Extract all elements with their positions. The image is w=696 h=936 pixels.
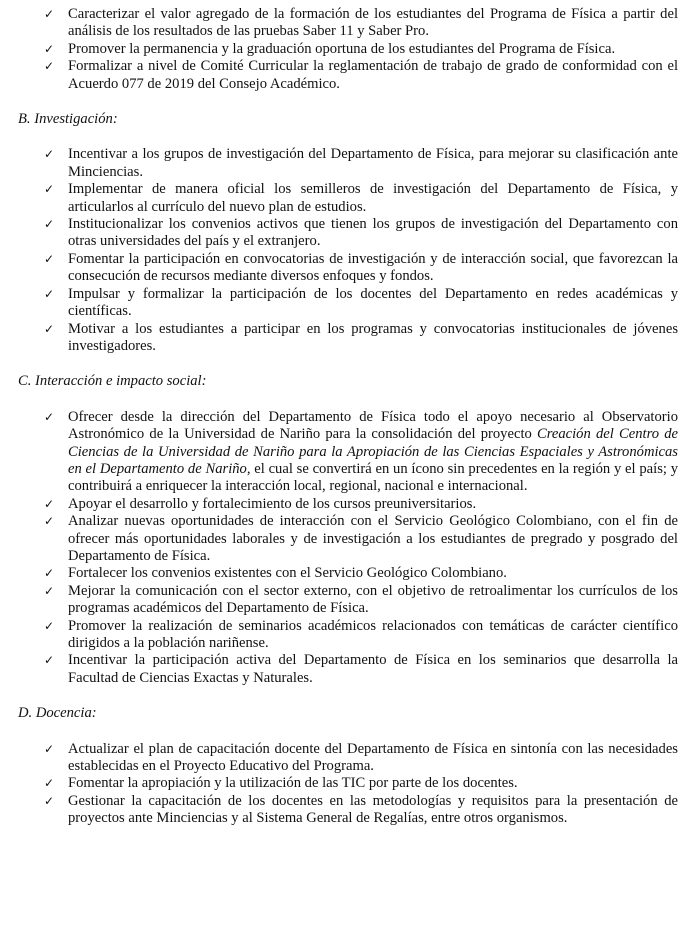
- checkmark-icon: ✓: [44, 182, 55, 197]
- checkmark-icon: ✓: [44, 653, 55, 668]
- list-item: ✓ Implementar de manera oficial los semilleros de investigación del Departamento de Física, y articularlos al currículo del nuevo plan de estudios.: [44, 181, 678, 215]
- list-item: ✓ Incentivar la participación activa del Departamento de Física en los seminarios que desarrolla la Facultad de Ciencias Exactas y Naturales.: [44, 652, 678, 686]
- list-item: ✓ Fomentar la participación en convocatorias de investigación y de interacción social, que favorezcan la consecución de recursos mediante diversos enfoques y fondos.: [44, 250, 678, 285]
- checkmark-icon: ✓: [44, 496, 55, 511]
- checklist-interaccion: [18, 409, 678, 688]
- list-item: ✓ Ofrecer desde la dirección del Departamento de Física todo el apoyo necesario al Observatorio Astronómico de la Universidad de Nariño para la consolidación del proyecto Creación del Centro de Ciencias de la Universidad de Nariño para la Apropiación de las Ciencias Espaciales y Astronómicas en el Departamento de Nariño, el cual se convertirá en un ícono sin precedentes en la región y el país; y contribuirá a enriquecer la interacción local, regional, nacional e internacional.: [44, 408, 678, 495]
- checkmark-icon: ✓: [44, 793, 55, 808]
- list-item: ✓ Motivar a los estudiantes a participar en los programas y convocatorias institucionales de jóvenes investigadores.: [44, 320, 678, 354]
- checkmark-icon: ✓: [44, 7, 55, 21]
- checkmark-icon: ✓: [44, 741, 55, 756]
- checkmark-icon: ✓: [44, 286, 55, 301]
- checkmark-icon: ✓: [44, 217, 55, 232]
- list-item: ✓ Fomentar la apropiación y la utilización de las TIC por parte de los docentes.: [44, 775, 518, 792]
- list-item: ✓ Promover la realización de seminarios académicos relacionados con temáticas de carácter científico dirigidos a la población nariñense.: [44, 617, 678, 651]
- checkmark-icon: ✓: [44, 409, 55, 424]
- list-item: ✓ Actualizar el plan de capacitación docente del Departamento de Física en sintonía con las necesidades establecidas en el Proyecto Educativo del Programa.: [44, 740, 678, 775]
- list-item: ✓ Mejorar la comunicación con el sector externo, con el objetivo de retroalimentar los currículos de los programas académicos del Departamento de Física.: [44, 582, 678, 617]
- section-heading-interaccion: C. Interacción e impacto social:: [18, 373, 207, 390]
- checkmark-icon: ✓: [44, 251, 55, 266]
- list-item: ✓ Impulsar y formalizar la participación de los docentes del Departamento en redes académicas y científicas.: [44, 285, 678, 320]
- checkmark-icon: ✓: [44, 41, 55, 56]
- list-item: ✓ Caracterizar el valor agregado de la formación de los estudiantes del Programa de Física a partir del análisis de los resultados de las pruebas Saber 11 y Saber Pro.: [44, 6, 678, 40]
- checkmark-icon: ✓: [44, 566, 55, 581]
- list-item: ✓ Formalizar a nivel de Comité Curricular la reglamentación de trabajo de grado de conformidad con el Acuerdo 077 de 2019 del Consejo Académico.: [44, 58, 678, 92]
- list-item: ✓ Fortalecer los convenios existentes con el Servicio Geológico Colombiano.: [44, 565, 507, 582]
- list-item: ✓ Incentivar a los grupos de investigación del Departamento de Física, para mejorar su clasificación ante Minciencias.: [44, 146, 678, 180]
- list-item: ✓ Apoyar el desarrollo y fortalecimiento de los cursos preuniversitarios.: [44, 495, 477, 512]
- checkmark-icon: ✓: [44, 321, 55, 336]
- list-item: ✓ Gestionar la capacitación de los docentes en las metodologías y requisitos para la presentación de proyectos ante Minciencias y al Sistema General de Regalías, entre otros organismos.: [44, 792, 678, 827]
- section-heading-investigacion: B. Investigación:: [18, 111, 118, 128]
- checklist-formacion: [18, 6, 678, 93]
- checkmark-icon: ✓: [44, 618, 55, 633]
- checkmark-icon: ✓: [44, 514, 55, 529]
- checkmark-icon: ✓: [44, 147, 55, 162]
- list-item: ✓ Analizar nuevas oportunidades de interacción con el Servicio Geológico Colombiano, con el fin de ofrecer más oportunidades laborales y de investigación a los estudiantes de pregrado y posgrado del Departamento de Física.: [44, 513, 678, 564]
- section-heading-docencia: D. Docencia:: [18, 705, 97, 722]
- checkmark-icon: ✓: [44, 59, 55, 74]
- project-title: Creación del Centro de Ciencias de la Universidad de Nariño para la Apropiación de las Ciencias Espaciales y Astronómicas en el Departamento de Nariño: [68, 426, 678, 477]
- checklist-investigacion: [18, 146, 678, 355]
- checklist-docencia: [18, 741, 678, 828]
- list-item: ✓ Promover la permanencia y la graduación oportuna de los estudiantes del Programa de Física.: [44, 40, 616, 57]
- checkmark-icon: ✓: [44, 583, 55, 598]
- checkmark-icon: ✓: [44, 776, 55, 791]
- list-item: ✓ Institucionalizar los convenios activos que tienen los grupos de investigación del Departamento con otras universidades del país y el extranjero.: [44, 216, 678, 250]
